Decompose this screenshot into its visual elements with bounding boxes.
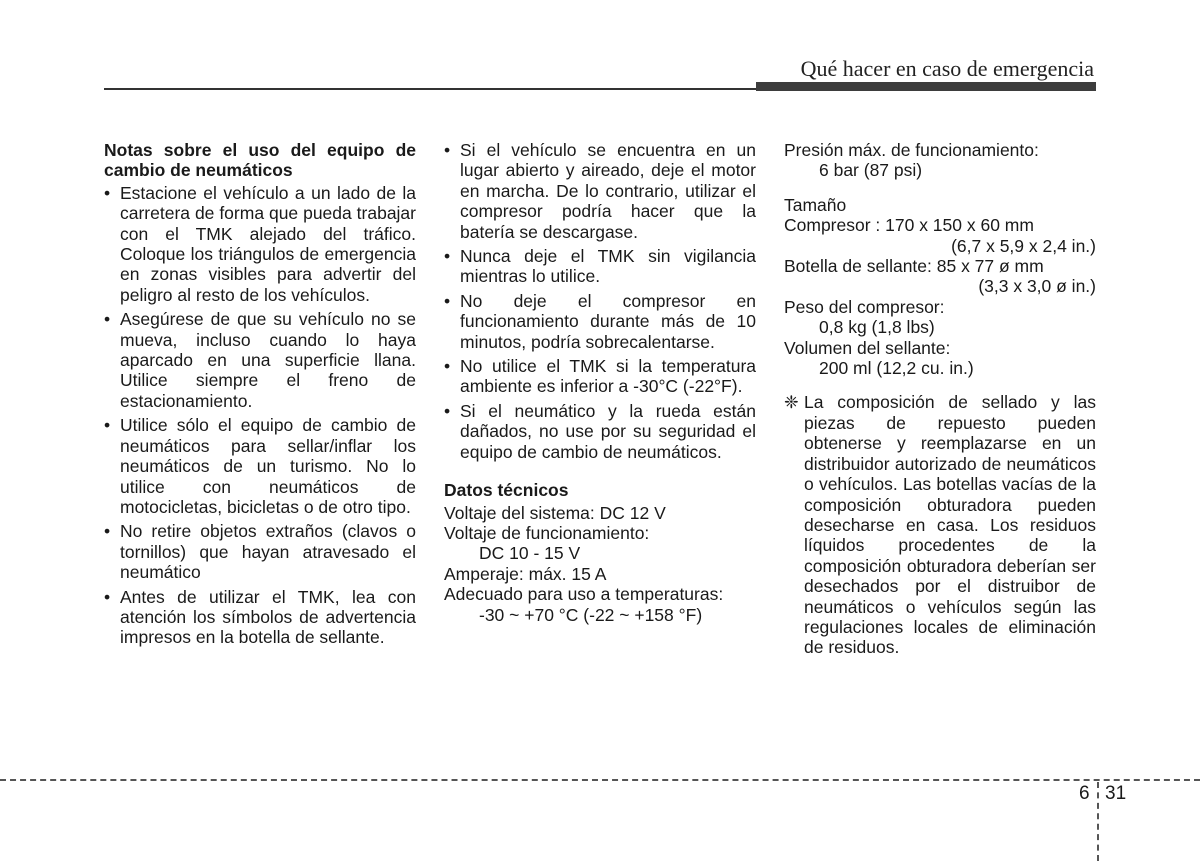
weight-value: 0,8 kg (1,8 lbs) bbox=[819, 317, 935, 338]
volume-value: 200 ml (12,2 cu. in.) bbox=[819, 358, 974, 379]
list-item bbox=[104, 521, 416, 582]
bullet-icon: • bbox=[104, 415, 111, 436]
spacer bbox=[444, 466, 756, 480]
list-item bbox=[104, 415, 416, 517]
disposal-note bbox=[784, 392, 1096, 657]
header-rule-thick bbox=[756, 82, 1096, 91]
bullet-icon: • bbox=[104, 586, 111, 607]
temperature-value: -30 ~ +70 °C (-22 ~ +158 °F) bbox=[479, 604, 703, 625]
list-item bbox=[444, 356, 756, 397]
list-item-text: Estacione el vehículo a un lado de la carretera de forma que pueda trabajar con el TMK alejado del tráfico. Coloque los triángulos de emergencia en zonas visibles para advertir del peligro al resto de los vehículos. bbox=[120, 182, 416, 305]
warnings-list bbox=[444, 140, 756, 462]
bullet-icon: • bbox=[104, 521, 111, 542]
compressor-size-inches: (6,7 x 5,9 x 2,4 in.) bbox=[951, 235, 1096, 256]
column-specs-note bbox=[784, 140, 1096, 658]
temperature-label: Adecuado para uso a temperaturas: bbox=[444, 584, 724, 605]
list-item bbox=[104, 587, 416, 648]
note-text: La composición de sellado y las piezas de repuesto pueden obtenerse y reemplazarse en un distribuidor autorizado de neumáticos o vehículos. Las botellas vacías de la composición obturadora pueden desecharse en casa. Los residuos líquidos procedentes de la composición obturadora deberían ser desechados por el distruibor de neumáticos o vehículos según las regulaciones locales de eliminación de residuos. bbox=[804, 392, 1096, 658]
list-item-text: Asegúrese de que su vehículo no se mueva, incluso cuando lo haya aparcado en una superficie llana. Utilice siempre el freno de estacionamiento. bbox=[120, 309, 416, 411]
bullet-icon: • bbox=[104, 182, 111, 203]
volume-label: Volumen del sellante: bbox=[784, 337, 951, 358]
spacer bbox=[784, 378, 1096, 392]
bottle-size: Botella de sellante: 85 x 77 ø mm bbox=[784, 256, 1044, 277]
header-title: Qué hacer en caso de emergencia bbox=[800, 56, 1094, 81]
list-item bbox=[444, 140, 756, 242]
bullet-icon: • bbox=[444, 400, 451, 421]
header-rule-thin bbox=[104, 88, 756, 90]
list-item-text: No deje el compresor en funcionamiento durante más de 10 minutos, podría sobrecalentarse. bbox=[460, 290, 756, 352]
operating-voltage-label: Voltaje de funcionamiento: bbox=[444, 522, 650, 543]
bullet-icon: • bbox=[444, 246, 451, 267]
compressor-size: Compresor : 170 x 150 x 60 mm bbox=[784, 215, 1034, 236]
operating-voltage-value: DC 10 - 15 V bbox=[479, 543, 581, 564]
usage-notes-list bbox=[104, 183, 416, 648]
list-item-text: Antes de utilizar el TMK, lea con atención los símbolos de advertencia impresos en la botella de sellante. bbox=[120, 586, 416, 648]
column-warnings-specs bbox=[444, 140, 756, 625]
list-item-text: No retire objetos extraños (clavos o tornillos) que hayan atravesado el neumático bbox=[120, 521, 416, 583]
list-item-text: Si el vehículo se encuentra en un lugar abierto y aireado, deje el motor en marcha. De lo contrario, utilizar el compresor podría hacer que la batería se descargase. bbox=[460, 140, 756, 242]
list-item bbox=[104, 183, 416, 305]
list-item-text: No utilice el TMK si la temperatura ambiente es inferior a -30°C (-22°F). bbox=[460, 356, 756, 397]
page-chapter-number: 6 bbox=[1079, 783, 1090, 804]
amperage: Amperaje: máx. 15 A bbox=[444, 563, 607, 584]
system-voltage: Voltaje del sistema: DC 12 V bbox=[444, 502, 666, 523]
pressure-value: 6 bar (87 psi) bbox=[819, 160, 923, 181]
column-usage-notes bbox=[104, 140, 416, 652]
bullet-icon: • bbox=[444, 140, 451, 160]
list-item-text: Si el neumático y la rueda están dañados, no use por su seguridad el equipo de cambio de neumáticos. bbox=[460, 400, 756, 462]
spacer bbox=[784, 181, 1096, 195]
footer-divider bbox=[0, 779, 1200, 781]
weight-label: Peso del compresor: bbox=[784, 296, 945, 317]
tech-data-heading: Datos técnicos bbox=[444, 480, 569, 501]
footer-page-divider bbox=[1097, 782, 1099, 861]
size-label: Tamaño bbox=[784, 194, 847, 215]
pressure-label: Presión máx. de funcionamiento: bbox=[784, 140, 1039, 160]
list-item bbox=[444, 246, 756, 287]
bullet-icon: • bbox=[444, 356, 451, 377]
bullet-icon: • bbox=[104, 309, 111, 330]
list-item bbox=[444, 401, 756, 462]
list-item-text: Utilice sólo el equipo de cambio de neumáticos para sellar/inflar los neumáticos de un turismo. No lo utilice con neumáticos de motocicletas, bicicletas o de otro tipo. bbox=[120, 415, 416, 517]
list-item bbox=[444, 291, 756, 352]
page-number: 31 bbox=[1105, 783, 1127, 804]
list-item bbox=[104, 309, 416, 411]
bottle-size-inches: (3,3 x 3,0 ø in.) bbox=[978, 276, 1096, 297]
list-item-text: Nunca deje el TMK sin vigilancia mientras lo utilice. bbox=[460, 246, 756, 287]
note-icon: ❈ bbox=[784, 392, 799, 413]
usage-notes-heading: Notas sobre el uso del equipo de cambio de neumáticos bbox=[104, 140, 416, 181]
bullet-icon: • bbox=[444, 290, 451, 311]
